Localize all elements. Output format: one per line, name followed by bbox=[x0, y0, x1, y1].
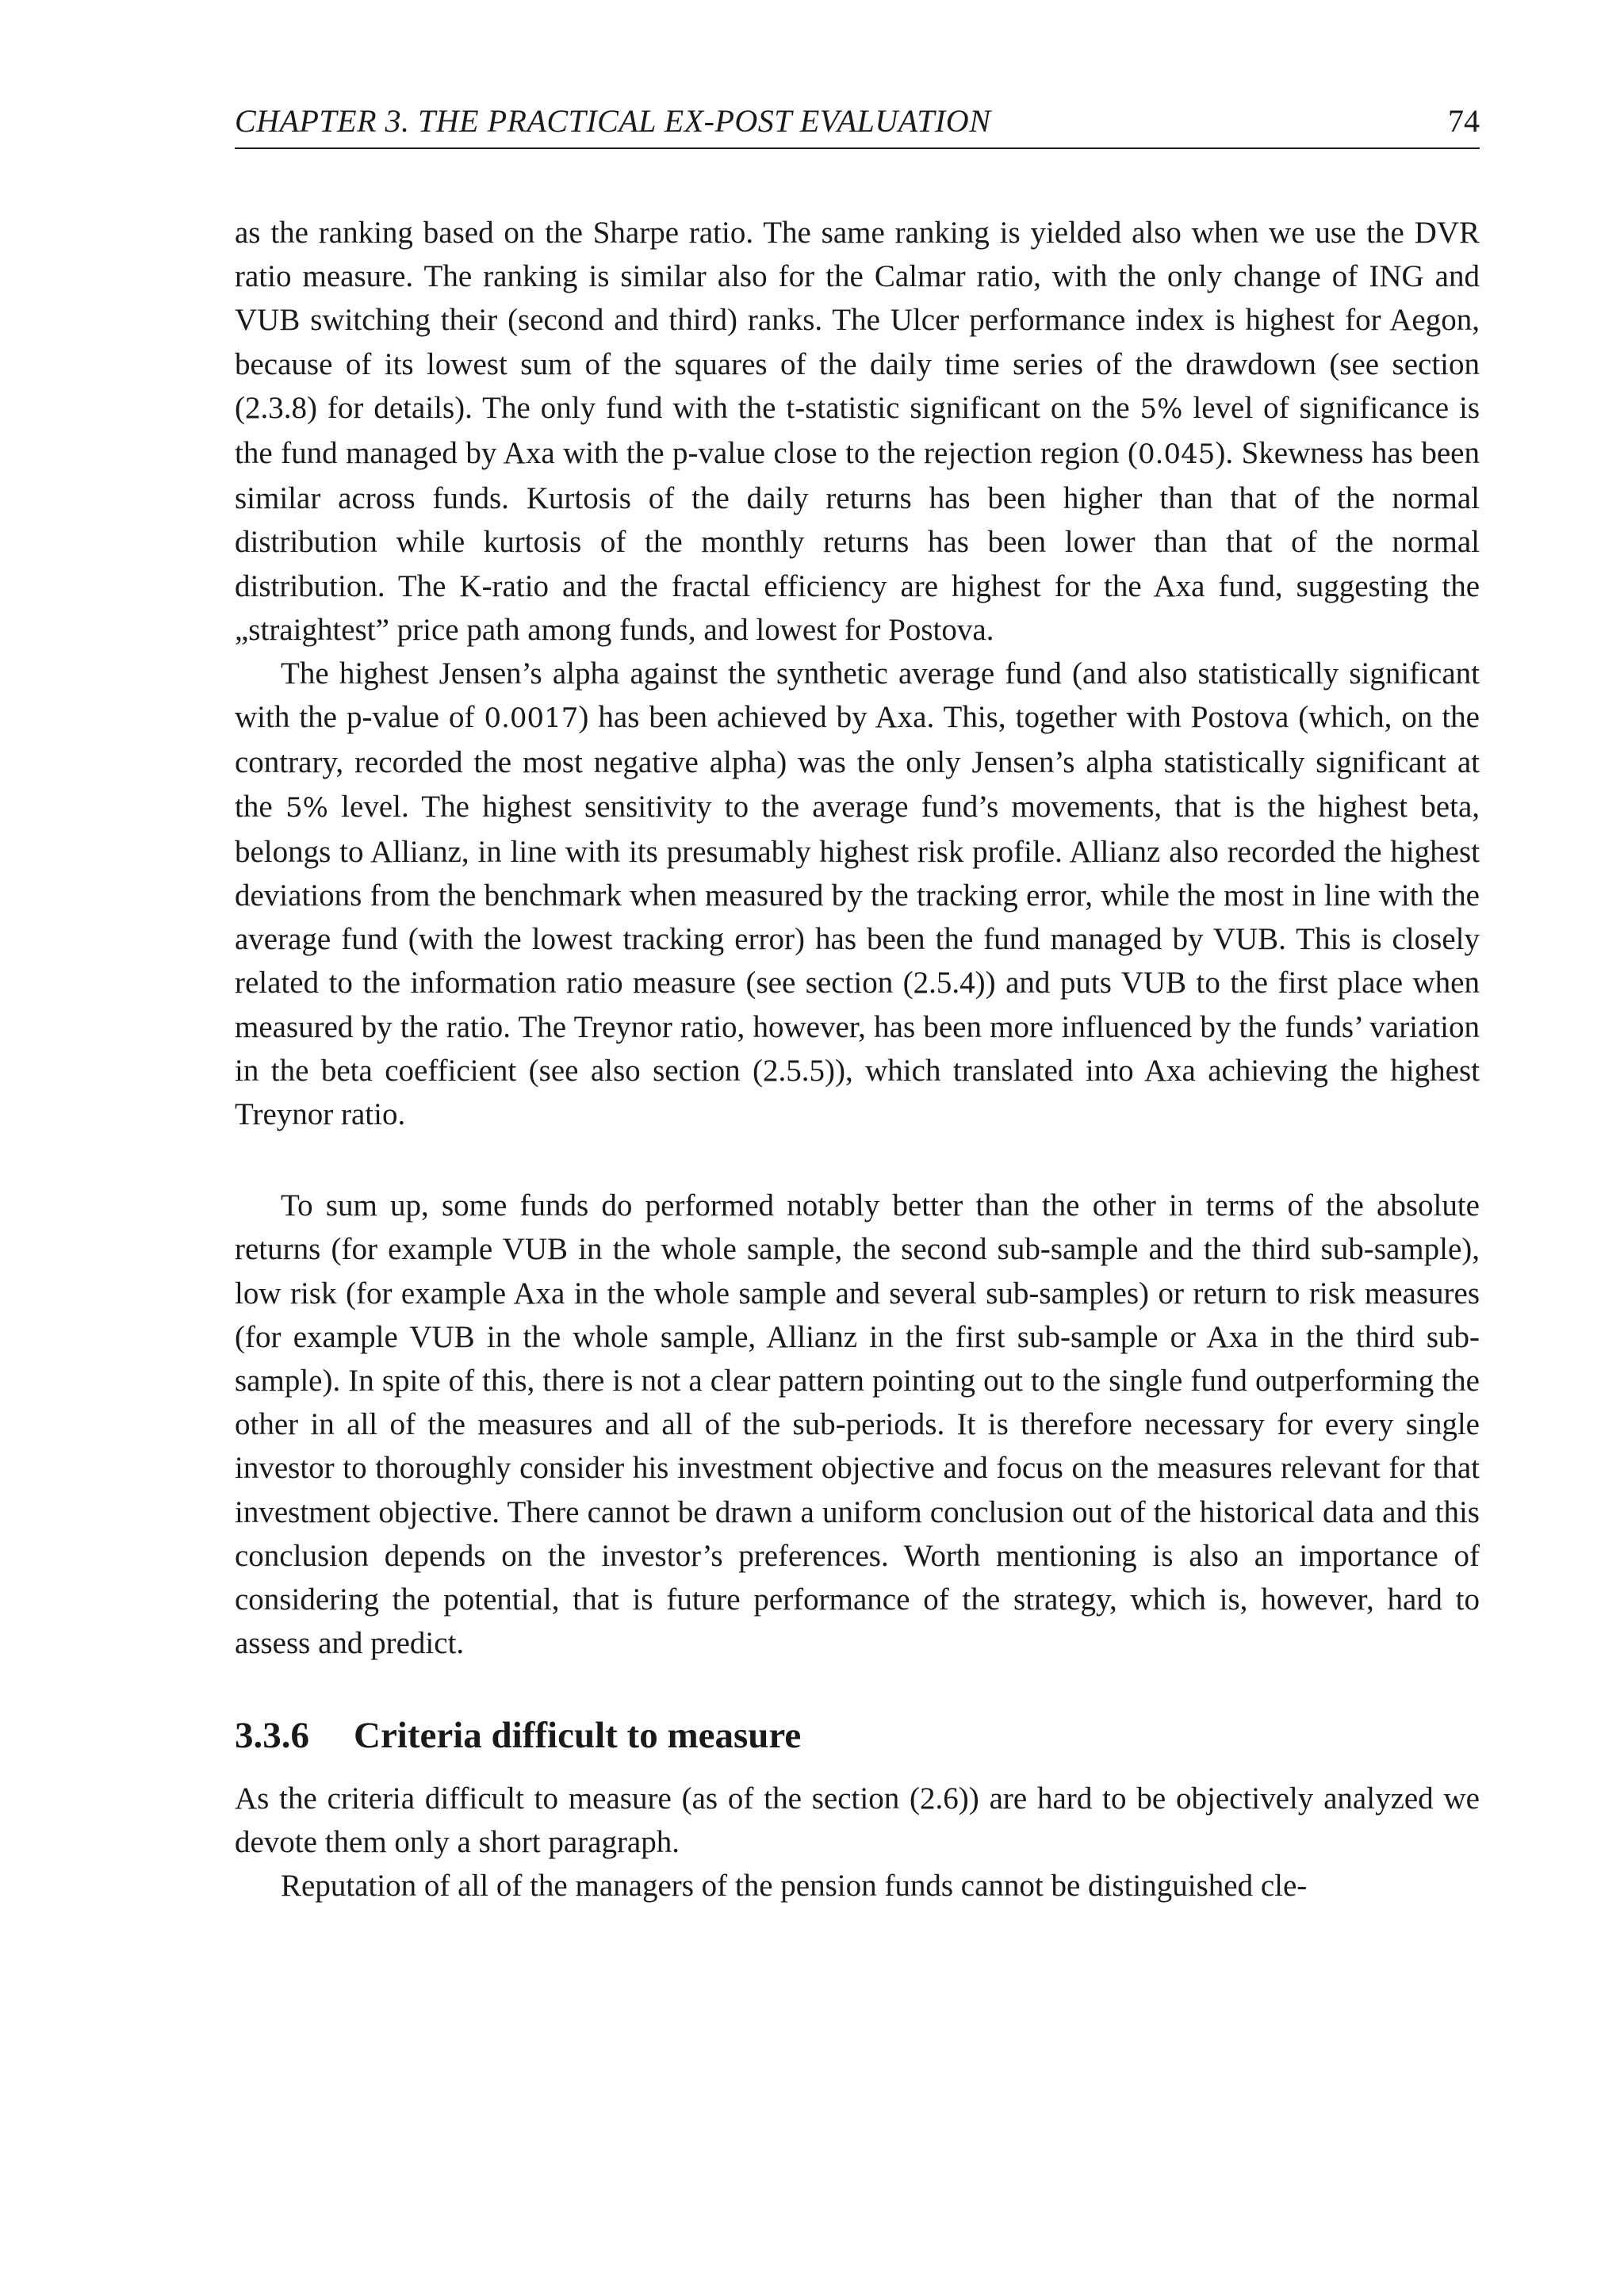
section-title: Criteria difficult to measure bbox=[354, 1714, 802, 1756]
paragraph-5 bbox=[235, 1864, 1480, 1908]
paragraph-1-text-a: as the ranking based on the Sharpe ratio. The same ranking is yielded also when we use the DVR ratio measure. The ranking is similar also for the Calmar ratio, with the only change of ING and VUB switching their (second and third) ranks. The Ulcer performance index is highest for Aegon, because of its lowest sum of the squares of the daily time series of the drawdown (see section (2.3.8) for details). The only fund with the t-statistic significant on the bbox=[235, 216, 1480, 425]
body-text bbox=[235, 211, 1480, 1908]
paragraph-1-text-b: level of significance is the fund managed by Axa with the p-value close to the rejection region ( bbox=[235, 390, 1480, 471]
running-header bbox=[235, 101, 1480, 149]
paragraph-2-text-b: ) has been achieved by Axa. This, together with Postova (which, on the contrary, recorded the most negative alpha) was the only Jensen’s alpha statistically significant at the bbox=[235, 700, 1480, 824]
section-heading bbox=[235, 1712, 1480, 1759]
section-number: 3.3.6 bbox=[235, 1714, 309, 1756]
paragraph-4-text: As the criteria difficult to measure (as of the section (2.6)) are hard to be objectively analyzed we devote them only a short paragraph. bbox=[235, 1781, 1480, 1859]
paragraph-2-text-c: level. The highest sensitivity to the average fund’s movements, that is the highest beta, belongs to Allianz, in line with its presumably highest risk profile. Allianz also recorded the highest deviations from the benchmark when measured by the tracking error, while the most in line with the average fund (with the lowest tracking error) has been the fund managed by VUB. This is closely related to the information ratio measure (see section (2.5.4)) and puts VUB to the first place when measured by the ratio. The Treynor ratio, however, has been more influenced by the funds’ variation in the beta coefficient (see also section (2.5.5)), which translated into Axa achieving the highest Treynor ratio. bbox=[235, 789, 1480, 1132]
paragraph-5-text: Reputation of all of the managers of the pension funds cannot be distinguished cle- bbox=[281, 1868, 1308, 1903]
chapter-title: CHAPTER 3. THE PRACTICAL EX-POST EVALUATION bbox=[235, 103, 991, 139]
paragraph-3 bbox=[235, 1184, 1480, 1665]
math-five-percent: 5% bbox=[1139, 392, 1183, 425]
paragraph-1 bbox=[235, 211, 1480, 652]
paragraph-2-text-a: The highest Jensen’s alpha against the synthetic average fund (and also statistically significant with the p-value of bbox=[235, 656, 1480, 735]
math-p-value-alpha: 0.0017 bbox=[484, 702, 579, 735]
math-five-percent-2: 5% bbox=[285, 791, 328, 824]
paragraph-4 bbox=[235, 1777, 1480, 1864]
math-p-value: 0.045 bbox=[1138, 438, 1216, 471]
page-number: 74 bbox=[1448, 103, 1480, 139]
paragraph-2 bbox=[235, 652, 1480, 1136]
paragraph-1-text-c: ). Skewness has been similar across funds. Kurtosis of the daily returns has been higher than that of the normal distribution while kurtosis of the monthly returns has been lower than that of the normal distribution. The K-ratio and the fractal efficiency are highest for the Axa fund, suggesting the „straightest” price path among funds, and lowest for Postova. bbox=[235, 436, 1480, 647]
paragraph-3-text: To sum up, some funds do performed notably better than the other in terms of the absolute returns (for example VUB in the whole sample, the second sub-sample and the third sub-sample), low risk (for example Axa in the whole sample and several sub-samples) or return to risk measures (for example VUB in the whole sample, Allianz in the first sub-sample or Axa in the third sub-sample). In spite of this, there is not a clear pattern pointing out to the single fund outperforming the other in all of the measures and all of the sub-periods. It is therefore necessary for every single investor to thoroughly consider his investment objective and focus on the measures relevant for that investment objective. There cannot be drawn a uniform conclusion out of the historical data and this conclusion depends on the investor’s preferences. Worth mentioning is also an importance of considering the potential, that is future performance of the strategy, which is, however, hard to assess and predict. bbox=[235, 1188, 1480, 1661]
